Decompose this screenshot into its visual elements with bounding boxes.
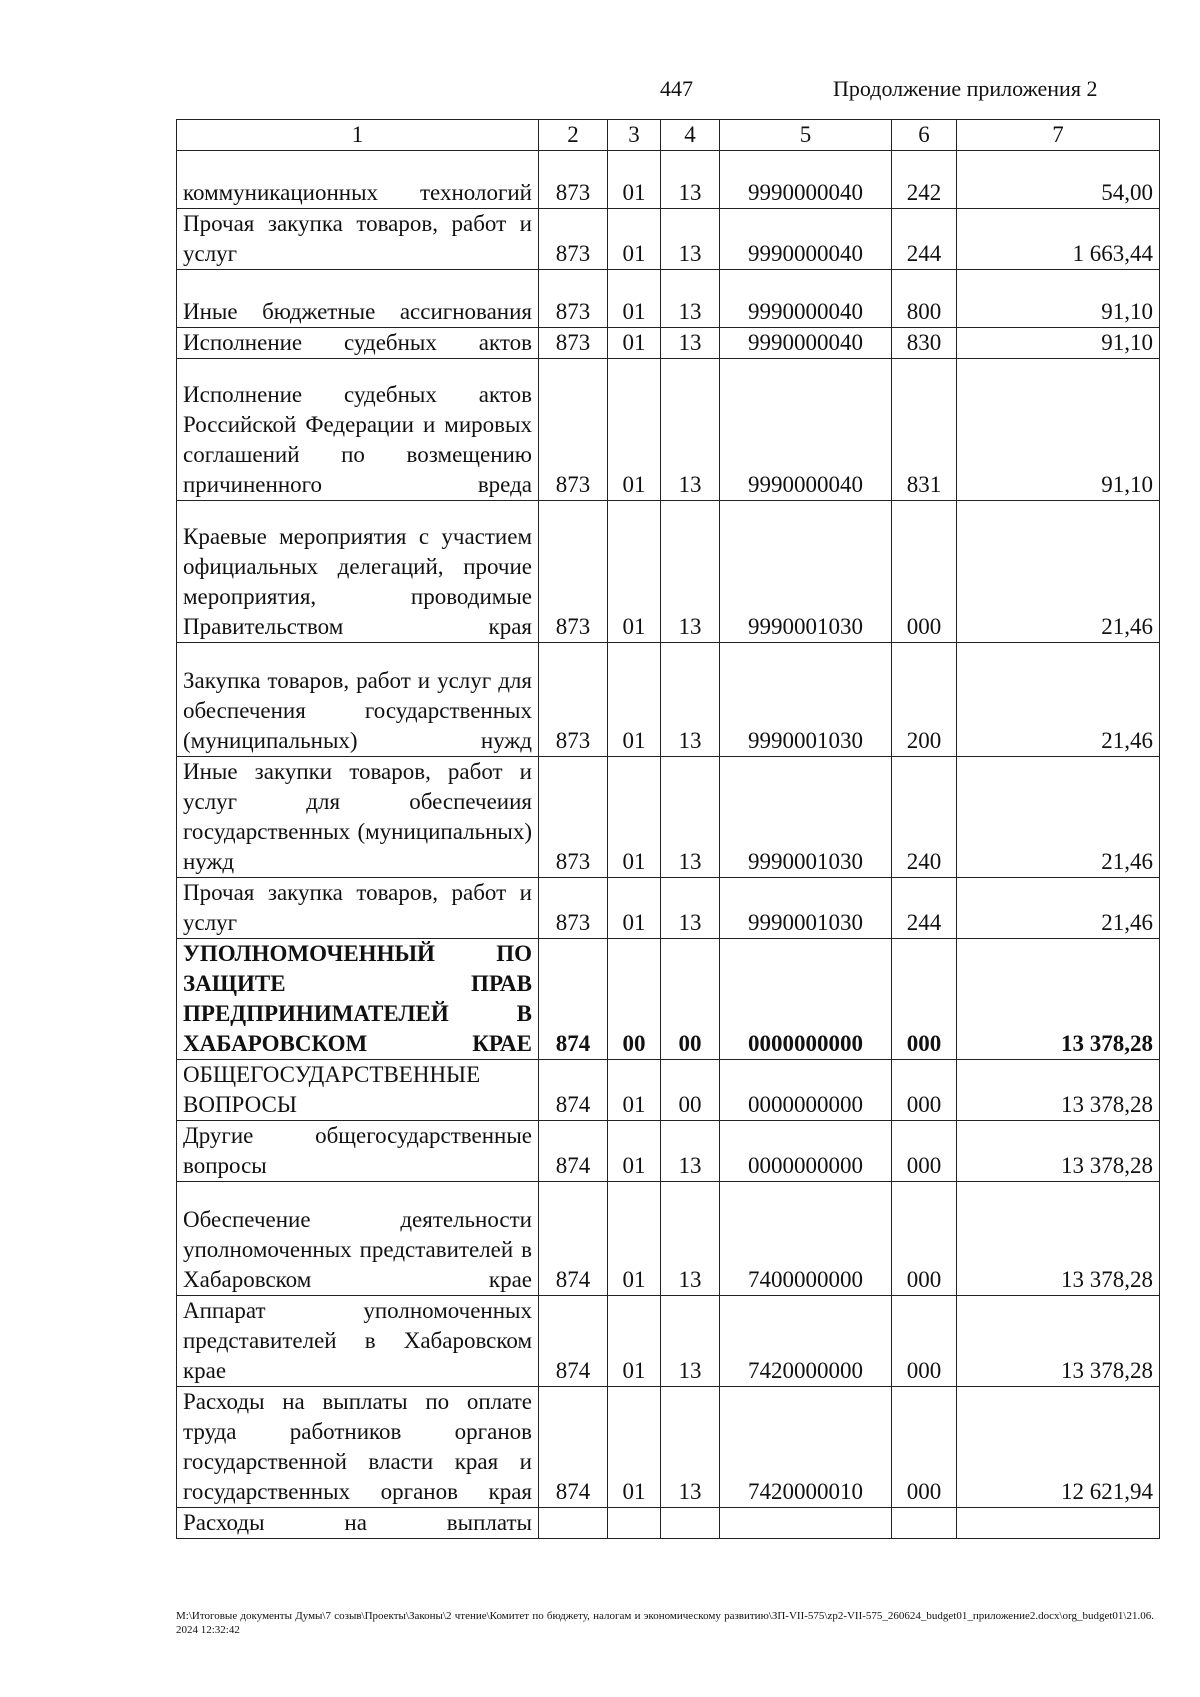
row-name: Расходы на выплаты xyxy=(177,1508,539,1539)
row-name: Аппарат уполномоченных представителей в Хабаровском крае xyxy=(177,1296,539,1387)
admin-code: 873 xyxy=(539,878,608,939)
row-name: Прочая закупка товаров, работ и услуг xyxy=(177,878,539,939)
amount: 12 621,94 xyxy=(957,1387,1160,1508)
subsection-code: 13 xyxy=(661,209,720,270)
subsection-code: 13 xyxy=(661,328,720,359)
amount: 13 378,28 xyxy=(957,939,1160,1060)
target-article-code: 9990000040 xyxy=(720,270,892,328)
expense-type-code: 000 xyxy=(892,1296,957,1387)
amount: 91,10 xyxy=(957,359,1160,501)
admin-code: 873 xyxy=(539,151,608,209)
section-code: 01 xyxy=(608,1182,661,1296)
subsection-code: 00 xyxy=(661,939,720,1060)
column-number: 6 xyxy=(892,120,957,151)
admin-code: 873 xyxy=(539,359,608,501)
column-number: 5 xyxy=(720,120,892,151)
target-article-code: 9990000040 xyxy=(720,359,892,501)
admin-code: 873 xyxy=(539,501,608,643)
expense-type-code: 000 xyxy=(892,1060,957,1121)
row-name: УПОЛНОМОЧЕННЫЙ ПО ЗАЩИТЕ ПРАВ ПРЕДПРИНИМАТЕЛЕЙ В ХАБАРОВСКОМ КРАЕ xyxy=(177,939,539,1060)
subsection-code: 13 xyxy=(661,1387,720,1508)
section-code: 01 xyxy=(608,1296,661,1387)
admin-code: 874 xyxy=(539,1121,608,1182)
admin-code: 873 xyxy=(539,643,608,757)
amount: 21,46 xyxy=(957,757,1160,878)
admin-code: 874 xyxy=(539,1182,608,1296)
expense-type-code: 000 xyxy=(892,501,957,643)
amount: 13 378,28 xyxy=(957,1060,1160,1121)
section-code: 01 xyxy=(608,757,661,878)
section-code: 01 xyxy=(608,1387,661,1508)
expense-type-code: 242 xyxy=(892,151,957,209)
section-code: 01 xyxy=(608,270,661,328)
expense-type-code: 244 xyxy=(892,878,957,939)
document-path-footer: M:\Итоговые документы Думы\7 созыв\Проекты\Законы\2 чтение\Комитет по бюджету, налогам и экономическому развитию\ЗП-VII-575\zp2-VII-575_260624_budget01_приложение2.docx\org_budget01\21.06.2024 12:32:42 xyxy=(176,1610,1154,1636)
target-article-code: 9990001030 xyxy=(720,878,892,939)
admin-code: 874 xyxy=(539,1296,608,1387)
subsection-code: 13 xyxy=(661,151,720,209)
section-code: 01 xyxy=(608,328,661,359)
admin-code: 874 xyxy=(539,1060,608,1121)
column-number: 2 xyxy=(539,120,608,151)
section-code xyxy=(608,1508,661,1539)
row-name: коммуникационных технологий xyxy=(177,151,539,209)
expense-type-code: 000 xyxy=(892,939,957,1060)
row-name: Закупка товаров, работ и услуг для обеспечения государственных (муниципальных) нужд xyxy=(177,643,539,757)
admin-code: 874 xyxy=(539,939,608,1060)
subsection-code: 13 xyxy=(661,643,720,757)
table-row xyxy=(177,328,1160,359)
table-row xyxy=(177,270,1160,328)
expense-type-code: 800 xyxy=(892,270,957,328)
amount: 1 663,44 xyxy=(957,209,1160,270)
section-code: 01 xyxy=(608,1121,661,1182)
amount: 21,46 xyxy=(957,878,1160,939)
row-name: Исполнение судебных актов xyxy=(177,328,539,359)
amount: 13 378,28 xyxy=(957,1296,1160,1387)
subsection-code: 13 xyxy=(661,1182,720,1296)
budget-table xyxy=(176,119,1160,1539)
table-row xyxy=(177,1121,1160,1182)
target-article-code: 9990001030 xyxy=(720,643,892,757)
admin-code: 873 xyxy=(539,270,608,328)
expense-type-code: 830 xyxy=(892,328,957,359)
amount: 13 378,28 xyxy=(957,1121,1160,1182)
admin-code: 873 xyxy=(539,328,608,359)
admin-code: 874 xyxy=(539,1387,608,1508)
target-article-code: 9990001030 xyxy=(720,757,892,878)
amount: 21,46 xyxy=(957,501,1160,643)
admin-code: 873 xyxy=(539,209,608,270)
row-name: Иные закупки товаров, работ и услуг для обеспечеиия государственных (муниципальных) нужд xyxy=(177,757,539,878)
table-row xyxy=(177,643,1160,757)
amount: 13 378,28 xyxy=(957,1182,1160,1296)
row-name: Другие общегосударственные вопросы xyxy=(177,1121,539,1182)
target-article-code: 9990000040 xyxy=(720,151,892,209)
row-name: Исполнение судебных актов Российской Федерации и мировых соглашений по возмещению причиненного вреда xyxy=(177,359,539,501)
amount: 91,10 xyxy=(957,270,1160,328)
target-article-code xyxy=(720,1508,892,1539)
section-code: 01 xyxy=(608,1060,661,1121)
table-row xyxy=(177,1182,1160,1296)
column-number: 1 xyxy=(177,120,539,151)
row-name: Расходы на выплаты по оплате труда работников органов государственной власти края и государственных органов края xyxy=(177,1387,539,1508)
amount: 91,10 xyxy=(957,328,1160,359)
target-article-code: 9990001030 xyxy=(720,501,892,643)
table-row xyxy=(177,359,1160,501)
section-code: 01 xyxy=(608,501,661,643)
subsection-code: 13 xyxy=(661,757,720,878)
target-article-code: 0000000000 xyxy=(720,1060,892,1121)
subsection-code: 13 xyxy=(661,1121,720,1182)
subsection-code: 13 xyxy=(661,1296,720,1387)
amount: 54,00 xyxy=(957,151,1160,209)
expense-type-code: 244 xyxy=(892,209,957,270)
row-name: Иные бюджетные ассигнования xyxy=(177,270,539,328)
table-row xyxy=(177,209,1160,270)
column-number: 4 xyxy=(661,120,720,151)
table-row xyxy=(177,878,1160,939)
subsection-code xyxy=(661,1508,720,1539)
table-row xyxy=(177,501,1160,643)
section-code: 00 xyxy=(608,939,661,1060)
section-code: 01 xyxy=(608,209,661,270)
table-row xyxy=(177,151,1160,209)
column-number: 7 xyxy=(957,120,1160,151)
target-article-code: 7420000000 xyxy=(720,1296,892,1387)
expense-type-code: 200 xyxy=(892,643,957,757)
subsection-code: 13 xyxy=(661,878,720,939)
subsection-code: 13 xyxy=(661,270,720,328)
subsection-code: 13 xyxy=(661,501,720,643)
subsection-code: 00 xyxy=(661,1060,720,1121)
expense-type-code: 240 xyxy=(892,757,957,878)
table-row xyxy=(177,1387,1160,1508)
table-body xyxy=(177,151,1160,1539)
column-number-row xyxy=(177,120,1160,151)
table-row xyxy=(177,757,1160,878)
row-name: ОБЩЕГОСУДАРСТВЕННЫЕ ВОПРОСЫ xyxy=(177,1060,539,1121)
column-number: 3 xyxy=(608,120,661,151)
target-article-code: 0000000000 xyxy=(720,1121,892,1182)
continuation-label: Продолжение приложения 2 xyxy=(833,76,1098,101)
expense-type-code: 000 xyxy=(892,1182,957,1296)
row-name: Краевые мероприятия с участием официальных делегаций, прочие мероприятия, проводимые Правительством края xyxy=(177,501,539,643)
amount: 21,46 xyxy=(957,643,1160,757)
target-article-code: 0000000000 xyxy=(720,939,892,1060)
section-code: 01 xyxy=(608,151,661,209)
amount xyxy=(957,1508,1160,1539)
table-row xyxy=(177,1508,1160,1539)
table-row xyxy=(177,1060,1160,1121)
row-name: Обеспечение деятельности уполномоченных представителей в Хабаровском крае xyxy=(177,1182,539,1296)
admin-code xyxy=(539,1508,608,1539)
target-article-code: 9990000040 xyxy=(720,328,892,359)
subsection-code: 13 xyxy=(661,359,720,501)
table-row xyxy=(177,939,1160,1060)
expense-type-code: 831 xyxy=(892,359,957,501)
section-code: 01 xyxy=(608,359,661,501)
section-code: 01 xyxy=(608,643,661,757)
row-name: Прочая закупка товаров, работ и услуг xyxy=(177,209,539,270)
expense-type-code: 000 xyxy=(892,1121,957,1182)
target-article-code: 7420000010 xyxy=(720,1387,892,1508)
target-article-code: 9990000040 xyxy=(720,209,892,270)
table-row xyxy=(177,1296,1160,1387)
admin-code: 873 xyxy=(539,757,608,878)
expense-type-code: 000 xyxy=(892,1387,957,1508)
section-code: 01 xyxy=(608,878,661,939)
page-number: 447 xyxy=(660,76,693,101)
expense-type-code xyxy=(892,1508,957,1539)
target-article-code: 7400000000 xyxy=(720,1182,892,1296)
